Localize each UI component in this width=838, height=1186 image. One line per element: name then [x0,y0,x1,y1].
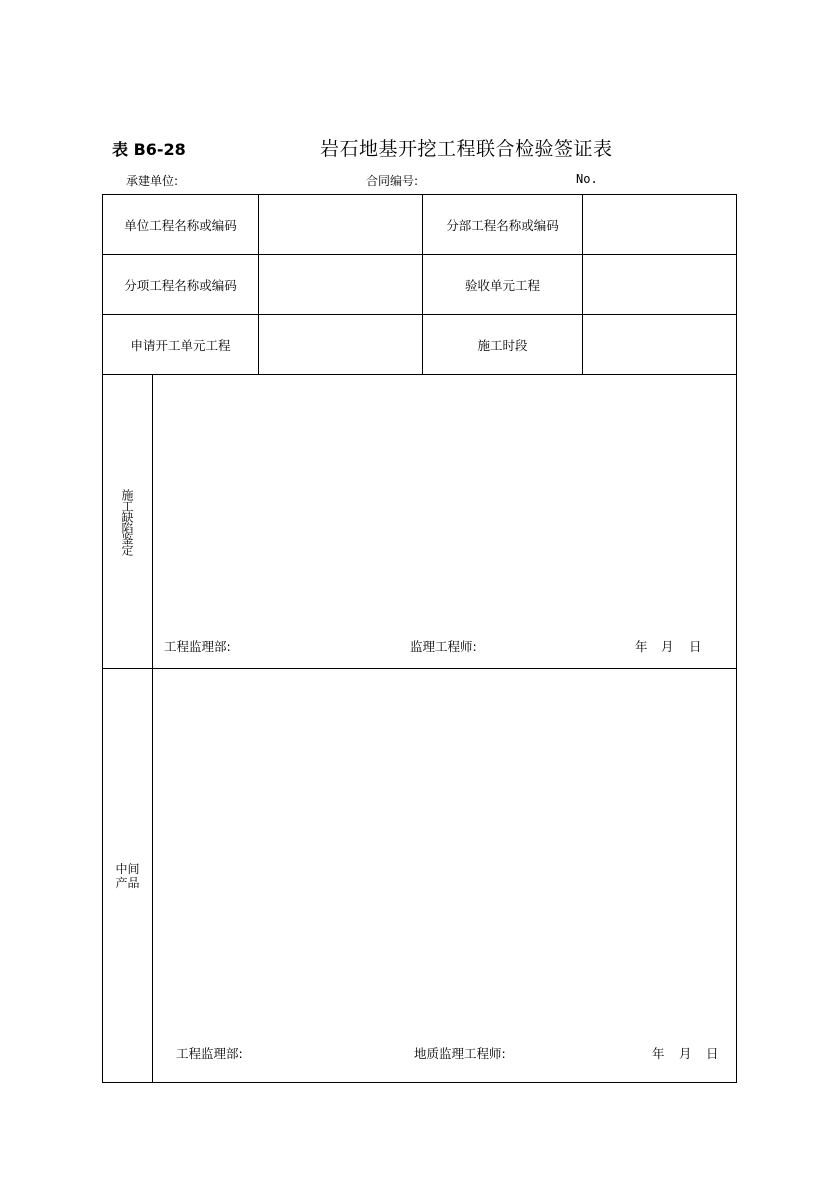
section1-engineer-label: 监理工程师: [410,639,477,654]
section2-content-area[interactable] [153,669,736,1029]
unit-project-label: 单位工程名称或编码 [124,217,237,233]
acceptance-unit-value[interactable] [583,255,736,314]
sub-project-label: 分部工程名称或编码 [446,217,559,233]
contract-number-label: 合同编号: [366,174,419,188]
section2-date-day: 日 [706,1046,719,1061]
section2-engineer-label: 地质监理工程师: [414,1046,506,1061]
section2-date-year: 年 [652,1046,665,1061]
section1-date-day: 日 [689,639,702,654]
section1-dept-label: 工程监理部: [164,639,231,654]
section1-side-cell [103,375,152,668]
section2-side-label-line1: 中间 [115,861,140,876]
section2-side-cell [103,669,152,1082]
acceptance-unit-label: 验收单元工程 [464,277,540,293]
construction-period-value[interactable] [583,315,736,374]
section2-date-month: 月 [679,1046,692,1061]
form-code: 表 B6-28 [112,140,186,159]
start-unit-value[interactable] [259,315,422,374]
unit-project-value[interactable] [259,195,422,254]
form-title: 岩石地基开挖工程联合检验签证表 [320,138,613,160]
start-unit-label: 申请开工单元工程 [130,337,231,353]
section2-side-label-line2: 产品 [115,875,140,890]
section2-side-label [115,862,139,890]
sub-project-value[interactable] [583,195,736,254]
construction-period-label: 施工时段 [477,337,528,353]
serial-number-label: No. [576,172,598,186]
section2-dept-label: 工程监理部: [176,1046,243,1061]
item-project-value[interactable] [259,255,422,314]
section1-date-year: 年 [635,639,648,654]
section1-content-area[interactable] [153,375,736,625]
section1-date-month: 月 [661,639,674,654]
item-project-label: 分项工程名称或编码 [124,277,237,293]
contractor-label: 承建单位: [126,174,179,188]
section1-side-label: 施工缺陷鉴定 [120,488,134,555]
